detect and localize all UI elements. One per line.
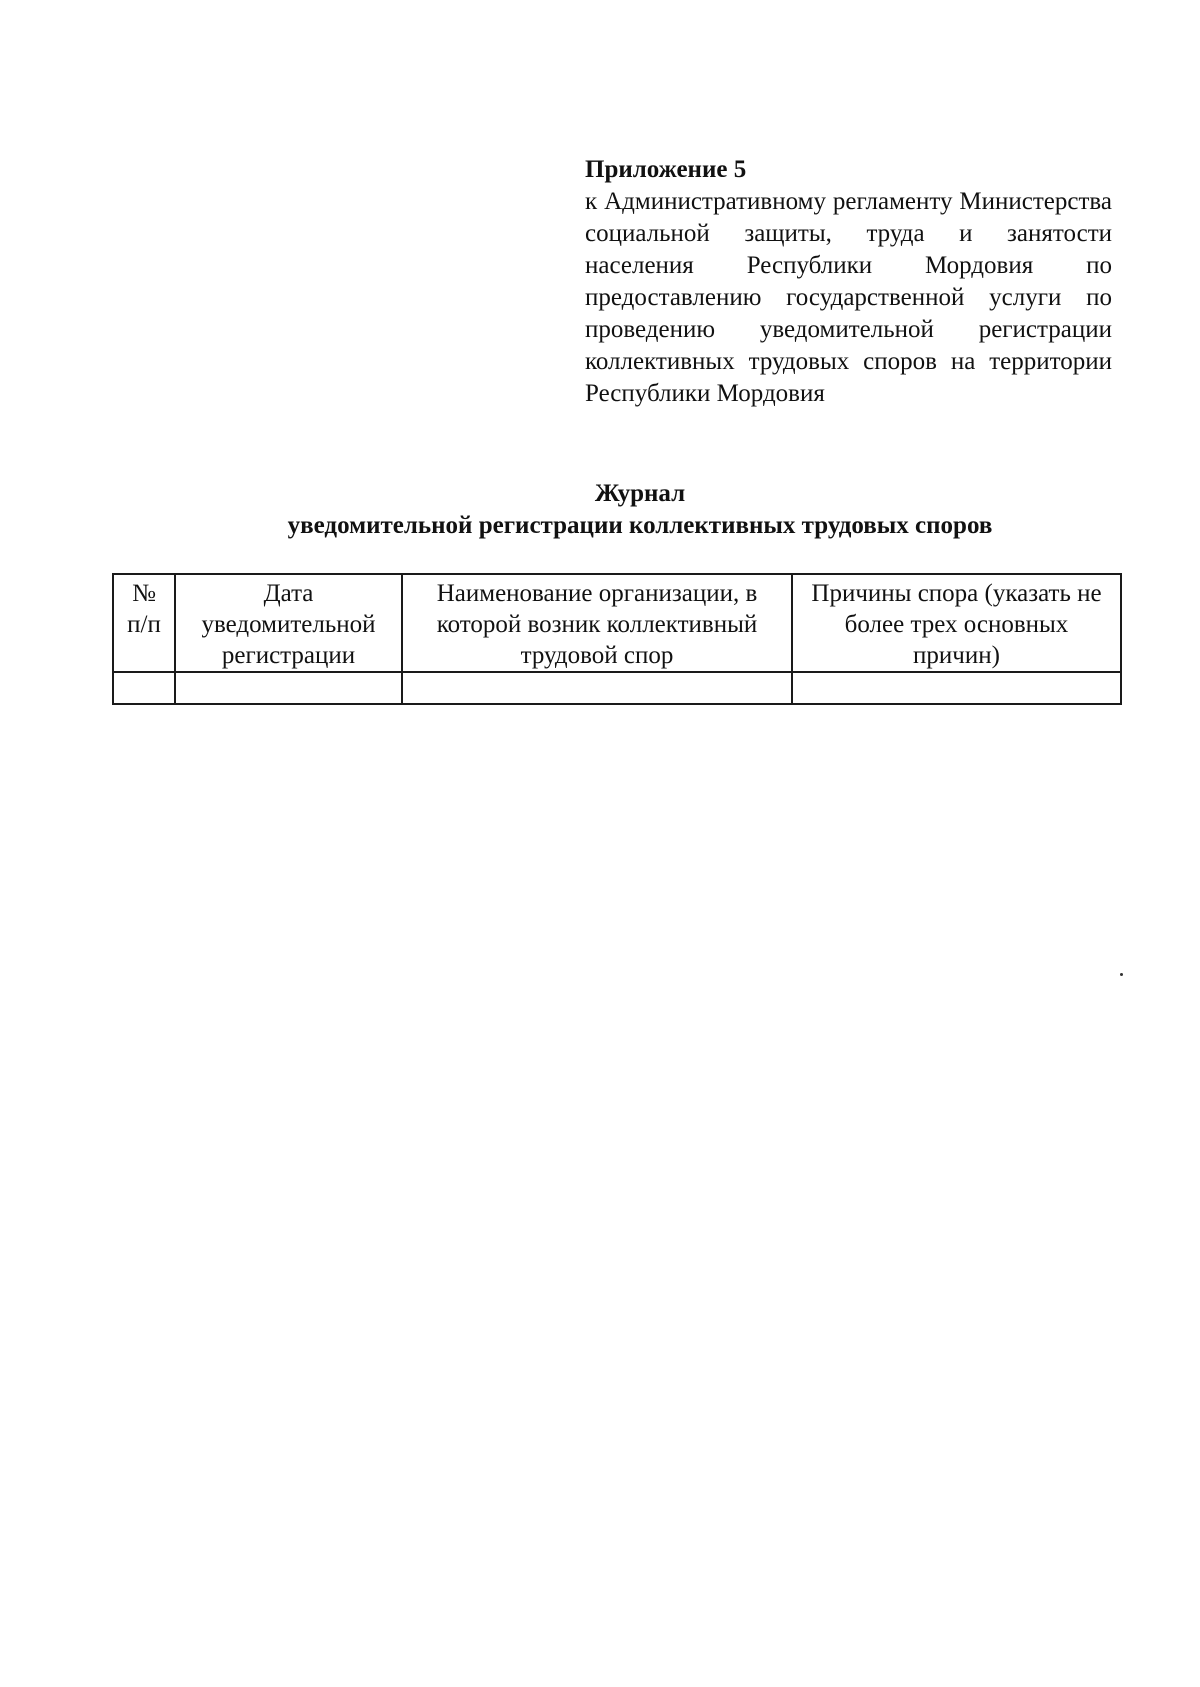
table-cell: [175, 672, 402, 704]
scan-speck: [1120, 973, 1123, 976]
header-number: № п/п: [113, 574, 175, 672]
table-cell: [402, 672, 792, 704]
table-header-row: [113, 574, 1121, 672]
appendix-body: к Административному регламенту Министерства социальной защиты, труда и занятости населения Республики Мордовия по предоставлению государственной услуги по проведению уведомительной регистрации коллективных трудовых споров на территории Республики Мордовия: [585, 188, 1112, 407]
appendix-block: [585, 154, 1112, 410]
table-row: [113, 672, 1121, 704]
table-cell: [792, 672, 1121, 704]
journal-table: [112, 573, 1122, 705]
table-cell: [113, 672, 175, 704]
journal-subtitle: уведомительной регистрации коллективных трудовых споров: [287, 512, 993, 539]
journal-title: Журнал: [594, 480, 686, 507]
appendix-title: Приложение 5: [585, 156, 747, 183]
header-date: Дата уведомительной регистрации: [175, 574, 402, 672]
header-reasons: Причины спора (указать не более трех основных причин): [792, 574, 1121, 672]
journal-heading: [0, 478, 1200, 542]
header-organization: Наименование организации, в которой возник коллективный трудовой спор: [402, 574, 792, 672]
